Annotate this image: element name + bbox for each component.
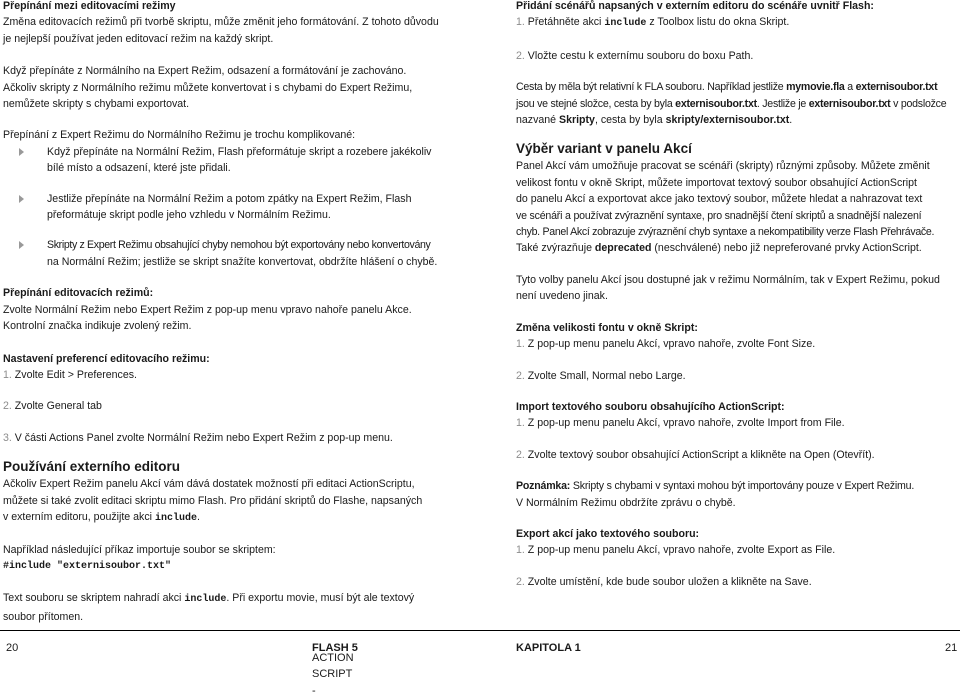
paragraph-line: jsou ve stejné složce, cesta by byla externisoubor.txt. Jestliže je externisoubor.txt v podsložce <box>516 97 947 110</box>
bullet-text: na Normální Režim; jestliže se skript snažíte konvertovat, obdržíte hlášení o chybě. <box>47 255 438 268</box>
running-title-left: ACTION SCRIPT - FLASH 5 <box>312 642 358 697</box>
bullet-text: Když přepínáte na Normální Režim, Flash přeformátuje skript a rozebere jakékoliv <box>47 145 432 158</box>
step-item: 1. Z pop-up menu panelu Akcí, vpravo nahoře, zvolte Font Size. <box>516 338 816 351</box>
step-number: 1. <box>516 16 525 29</box>
paragraph-line: Ačkoliv skripty z Normálního režimu můžete konvertovat i s chybami do Expert Režimu, <box>3 81 413 94</box>
step-item: 1. Z pop-up menu panelu Akcí, vpravo nahoře, zvolte Export as File. <box>516 544 836 557</box>
step-item: 2. Zvolte textový soubor obsahující ActionScript a klikněte na Open (Otevřít). <box>516 448 875 461</box>
paragraph-line: Kontrolní značka indikuje zvolený režim. <box>3 320 192 333</box>
step-text: Zvolte Edit > Preferences. <box>14 368 137 381</box>
heading-export-actions: Export akcí jako textového souboru: <box>516 527 700 540</box>
heading-add-external-scripts: Přidání scénářů napsaných v externím editoru do scénáře uvnitř Flash: <box>516 0 874 12</box>
step-item <box>3 430 453 446</box>
paragraph-line: Také zvýrazňuje deprecated (neschválené) nebo již nepreferované prvky ActionScript. <box>516 242 922 255</box>
heading-import-text-file: Import textového souboru obsahujícího ActionScript: <box>516 400 785 413</box>
code-include: include <box>604 18 647 30</box>
paragraph-line: nazvané Skripty, cesta by byla skripty/externisoubor.txt. <box>516 114 793 127</box>
step-number: 1. <box>3 368 12 381</box>
heading-mode-preferences: Nastavení preferencí editovacího režimu: <box>3 352 210 365</box>
paragraph-line: ve scénáři a používat zvýraznění syntaxe, pro snadnější čtení skriptů a snadnější nalezení <box>516 209 922 222</box>
step-number: 2. <box>516 49 525 62</box>
paragraph-line: Cesta by měla být relativní k FLA souboru. Například jestliže mymovie.fla a externisoubor.txt <box>516 81 938 94</box>
bullet-triangle-icon <box>19 195 24 203</box>
paragraph-line: můžete si také zvolit editaci skriptu mimo Flash. Pro přidání skriptů do Flashe, napsaných <box>3 494 423 507</box>
paragraph-line: Tyto volby panelu Akcí jsou dostupné jak v režimu Normálním, tak v Expert Režimu, pokud <box>516 273 940 286</box>
heading-font-size: Změna velikosti fontu v okně Skript: <box>516 321 698 334</box>
step-item: 1. Přetáhněte akci include z Toolbox listu do okna Skript. <box>516 16 790 30</box>
page-number-right: 21 <box>945 642 958 654</box>
code-include-example: #include "externisoubor.txt" <box>3 560 172 572</box>
bullet-item <box>3 144 453 177</box>
heading-switching-edit-modes: Přepínání editovacích režimů: <box>3 287 154 300</box>
step-item <box>3 398 453 414</box>
bullet-text: Skripty z Expert Režimu obsahující chyby nemohou být exportovány nebo konvertovány <box>47 239 431 252</box>
heading-switching-modes: Přepínání mezi editovacími režimy <box>3 0 176 12</box>
bullet-text: přeformátuje skript podle jeho vzhledu v Normálním Režimu. <box>47 209 331 222</box>
left-column <box>3 0 453 625</box>
step-item: 1. Z pop-up menu panelu Akcí, vpravo nahoře, zvolte Import from File. <box>516 417 845 430</box>
step-number: 3. <box>3 431 12 444</box>
running-title-right: KAPITOLA 1 <box>516 642 581 654</box>
page-number-left: 20 <box>6 642 19 654</box>
bullet-triangle-icon <box>19 148 24 156</box>
bullet-item <box>3 191 453 224</box>
note-line: Poznámka: Skripty s chybami v syntaxi mohou být importovány pouze v Expert Režimu. <box>516 480 915 493</box>
paragraph-line: Panel Akcí vám umožňuje pracovat se scénáři (skripty) různými způsoby. Můžete změnit <box>516 160 930 173</box>
paragraph-line: velikost fontu v okně Skript, můžete importovat textový soubor obsahující ActionScript <box>516 176 917 189</box>
code-include: include <box>184 594 227 606</box>
heading-external-editor: Používání externího editoru <box>3 459 181 475</box>
paragraph-line: Když přepínáte z Normálního na Expert Režim, odsazení a formátování je zachováno. <box>3 65 407 78</box>
right-column <box>516 0 960 590</box>
bullet-text: bílé místo a odsazení, které jste přidali. <box>47 162 231 175</box>
step-item: 2. Zvolte Small, Normal nebo Large. <box>516 369 686 382</box>
step-text: V části Actions Panel zvolte Normální Režim nebo Expert Režim z pop-up menu. <box>14 431 393 444</box>
page-footer <box>0 630 960 697</box>
step-text: Zvolte General tab <box>14 400 102 413</box>
paragraph-line: Zvolte Normální Režim nebo Expert Režim z pop-up menu vpravo nahoře panelu Akce. <box>3 303 412 316</box>
paragraph-line: Ačkoliv Expert Režim panelu Akcí vám dává dostatek možností při editaci ActionScriptu, <box>3 478 415 491</box>
step-item: 2. Vložte cestu k externímu souboru do boxu Path. <box>516 49 754 62</box>
bullet-triangle-icon <box>19 241 24 249</box>
paragraph-line: chyb. Panel Akcí zobrazuje zvýraznění chyb syntaxe a nekompatibility verze Flash Přehrávače. <box>516 226 935 239</box>
paragraph-line: do panelu Akcí a exportovat akce jako textový soubor, můžete hledat a nahrazovat text <box>516 193 923 206</box>
step-item <box>3 367 453 383</box>
bullet-item <box>3 237 453 270</box>
paragraph-line: není uvedeno jinak. <box>516 290 608 303</box>
paragraph-line: Přepínání z Expert Režimu do Normálního Režimu je trochu komplikované: <box>3 129 356 142</box>
paragraph-line: nemůžete skripty s chybami exportovat. <box>3 98 190 111</box>
note-label: Poznámka: <box>516 480 571 493</box>
step-number: 2. <box>3 400 12 413</box>
paragraph-line: Změna editovacích režimů při tvorbě skriptu, může změnit jeho formátování. Z tohoto důvodu <box>3 16 439 29</box>
code-include: include <box>154 512 197 524</box>
paragraph-line: v externím editoru, použijte akci include. <box>3 510 200 524</box>
bullet-text: Jestliže přepínáte na Normální Režim a potom zpátky na Expert Režim, Flash <box>47 192 412 205</box>
paragraph-line: Text souboru se skriptem nahradí akci include. Při exportu movie, musí být ale textový <box>3 592 415 606</box>
footer-rule <box>0 630 960 631</box>
note-line: V Normálním Režimu obdržíte zprávu o chybě. <box>516 496 736 509</box>
heading-actions-panel-options: Výběr variant v panelu Akcí <box>516 141 692 157</box>
paragraph-line: je nejlepší používat jeden editovací režim na každý skript. <box>3 32 274 45</box>
paragraph-line: soubor přítomen. <box>3 610 84 623</box>
paragraph-line: Například následující příkaz importuje soubor se skriptem: <box>3 544 276 557</box>
step-item: 2. Zvolte umístění, kde bude soubor uložen a klikněte na Save. <box>516 575 812 588</box>
